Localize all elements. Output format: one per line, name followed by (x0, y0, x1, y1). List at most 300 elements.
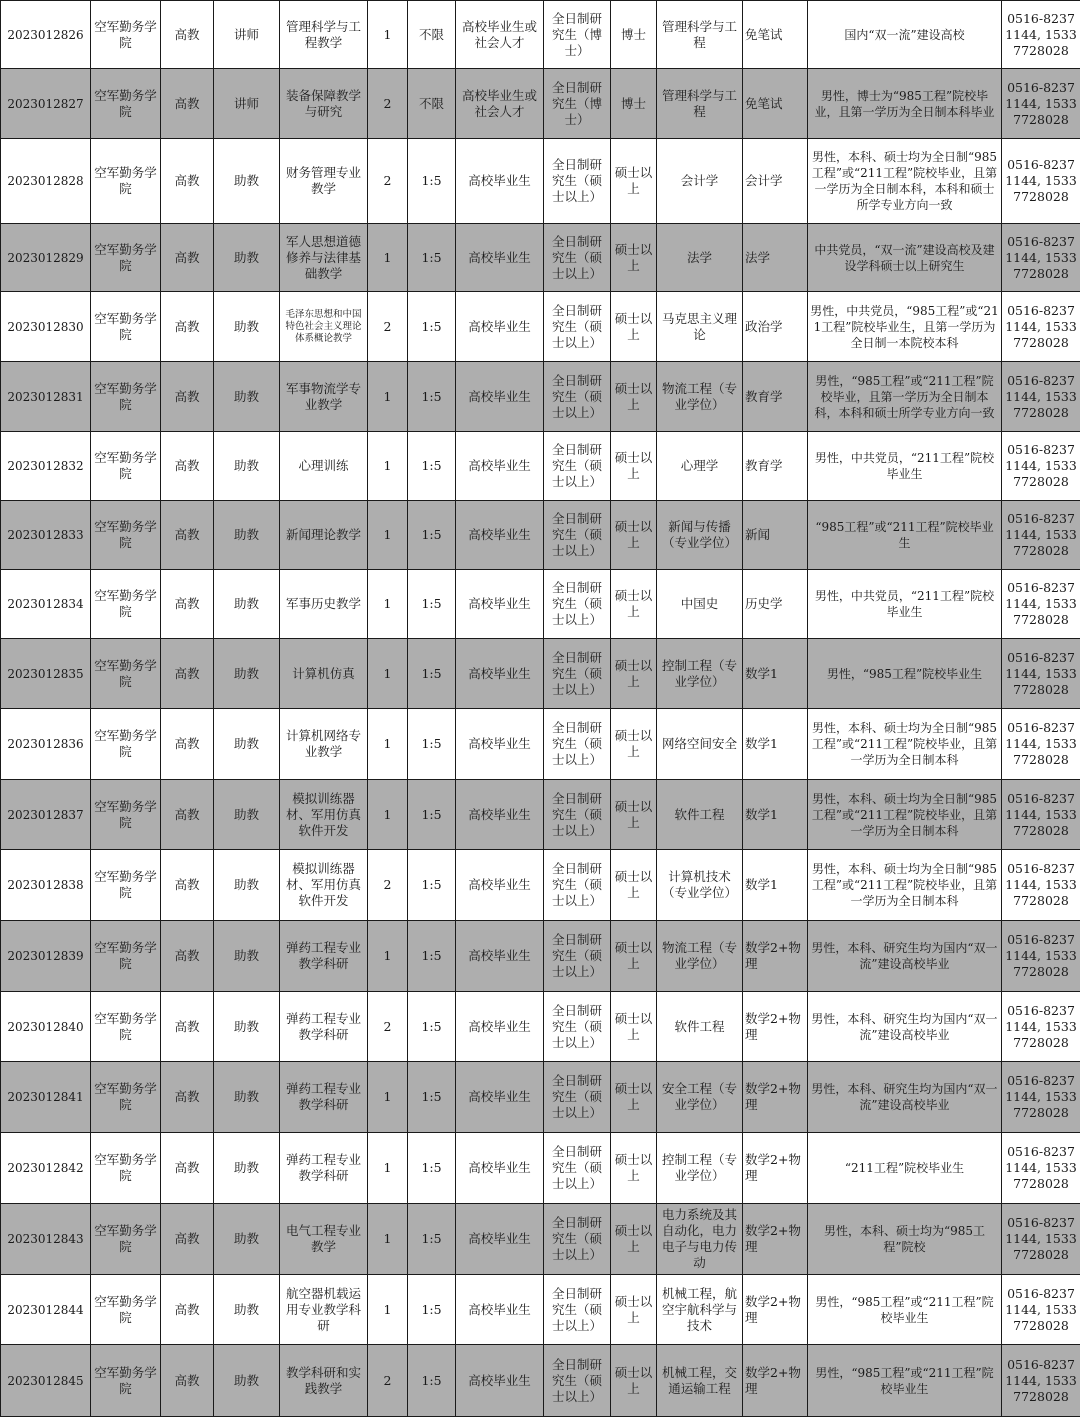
applicant-source-cell: 高校毕业生或社会人才 (456, 1, 544, 69)
employer-cell: 空军勤务学院 (91, 709, 161, 780)
applicant-source-cell: 高校毕业生 (456, 992, 544, 1062)
requirements-cell: 男性，本科、硕士均为全日制“985工程”或“211工程”院校毕业，且第一学历为全日制本科 (808, 780, 1002, 850)
degree-cell: 硕士以上 (611, 992, 657, 1062)
headcount-cell: 1 (368, 1204, 408, 1275)
ratio-cell: 不限 (408, 69, 456, 139)
requirements-cell: “985工程”或“211工程”院校毕业生 (808, 501, 1002, 570)
category-cell: 高教 (161, 362, 214, 432)
table-row (1, 780, 1080, 850)
table-row (1, 69, 1080, 139)
applicant-source-cell: 高校毕业生 (456, 432, 544, 501)
position-code-cell: 2023012839 (1, 921, 91, 992)
ratio-cell: 1:5 (408, 639, 456, 709)
rank-cell: 助教 (214, 570, 280, 639)
headcount-cell: 2 (368, 850, 408, 921)
rank-cell: 助教 (214, 709, 280, 780)
rank-cell: 助教 (214, 224, 280, 292)
category-cell: 高教 (161, 639, 214, 709)
employer-cell: 空军勤务学院 (91, 1204, 161, 1275)
exam-subject-cell: 数学2+物理 (743, 921, 808, 992)
requirements-cell: 男性，本科、硕士均为全日制“985工程”或“211工程”院校毕业，且第一学历为全日制本科 (808, 709, 1002, 780)
category-cell: 高教 (161, 570, 214, 639)
position-code-cell: 2023012841 (1, 1062, 91, 1133)
exam-subject-cell: 免笔试 (743, 1, 808, 69)
major-cell: 控制工程（专业学位） (657, 1133, 743, 1204)
requirements-cell: 男性，本科、研究生均为国内“双一流”建设高校毕业 (808, 992, 1002, 1062)
major-cell: 管理科学与工程 (657, 69, 743, 139)
requirements-cell: 国内“双一流”建设高校 (808, 1, 1002, 69)
ratio-cell: 不限 (408, 1, 456, 69)
ratio-cell: 1:5 (408, 1275, 456, 1345)
major-cell: 会计学 (657, 139, 743, 224)
major-cell: 法学 (657, 224, 743, 292)
rank-cell: 助教 (214, 780, 280, 850)
major-cell: 网络空间安全 (657, 709, 743, 780)
exam-subject-cell: 数学1 (743, 709, 808, 780)
rank-cell: 助教 (214, 1204, 280, 1275)
category-cell: 高教 (161, 1345, 214, 1417)
contact-phone-cell: 0516-82371144, 15337728028 (1002, 1275, 1080, 1345)
contact-phone-cell: 0516-82371144, 15337728028 (1002, 850, 1080, 921)
category-cell: 高教 (161, 224, 214, 292)
degree-cell: 硕士以上 (611, 780, 657, 850)
applicant-source-cell: 高校毕业生 (456, 1345, 544, 1417)
employer-cell: 空军勤务学院 (91, 432, 161, 501)
exam-subject-cell: 数学2+物理 (743, 992, 808, 1062)
contact-phone-cell: 0516-82371144, 15337728028 (1002, 570, 1080, 639)
position-name-cell: 毛泽东思想和中国特色社会主义理论体系概论教学 (280, 292, 368, 362)
education-cell: 全日制研究生（硕士以上） (544, 1345, 611, 1417)
major-cell: 安全工程（专业学位） (657, 1062, 743, 1133)
ratio-cell: 1:5 (408, 850, 456, 921)
major-cell: 物流工程（专业学位） (657, 921, 743, 992)
rank-cell: 助教 (214, 921, 280, 992)
employer-cell: 空军勤务学院 (91, 1, 161, 69)
major-cell: 心理学 (657, 432, 743, 501)
exam-subject-cell: 历史学 (743, 570, 808, 639)
position-name-cell: 财务管理专业教学 (280, 139, 368, 224)
position-code-cell: 2023012835 (1, 639, 91, 709)
category-cell: 高教 (161, 139, 214, 224)
contact-phone-cell: 0516-82371144, 15337728028 (1002, 139, 1080, 224)
category-cell: 高教 (161, 432, 214, 501)
ratio-cell: 1:5 (408, 1204, 456, 1275)
major-cell: 新闻与传播（专业学位） (657, 501, 743, 570)
applicant-source-cell: 高校毕业生 (456, 639, 544, 709)
rank-cell: 助教 (214, 1275, 280, 1345)
ratio-cell: 1:5 (408, 432, 456, 501)
education-cell: 全日制研究生（硕士以上） (544, 1062, 611, 1133)
category-cell: 高教 (161, 1275, 214, 1345)
applicant-source-cell: 高校毕业生 (456, 292, 544, 362)
position-name-cell: 电气工程专业教学 (280, 1204, 368, 1275)
rank-cell: 助教 (214, 432, 280, 501)
ratio-cell: 1:5 (408, 292, 456, 362)
education-cell: 全日制研究生（硕士以上） (544, 780, 611, 850)
headcount-cell: 2 (368, 139, 408, 224)
headcount-cell: 1 (368, 780, 408, 850)
applicant-source-cell: 高校毕业生 (456, 921, 544, 992)
major-cell: 管理科学与工程 (657, 1, 743, 69)
requirements-cell: “211工程”院校毕业生 (808, 1133, 1002, 1204)
contact-phone-cell: 0516-82371144, 15337728028 (1002, 921, 1080, 992)
contact-phone-cell: 0516-82371144, 15337728028 (1002, 69, 1080, 139)
contact-phone-cell: 0516-82371144, 15337728028 (1002, 709, 1080, 780)
category-cell: 高教 (161, 1133, 214, 1204)
category-cell: 高教 (161, 501, 214, 570)
contact-phone-cell: 0516-82371144, 15337728028 (1002, 432, 1080, 501)
exam-subject-cell: 法学 (743, 224, 808, 292)
category-cell: 高教 (161, 992, 214, 1062)
requirements-cell: 男性，博士为“985工程”院校毕业，且第一学历为全日制本科毕业 (808, 69, 1002, 139)
rank-cell: 助教 (214, 292, 280, 362)
exam-subject-cell: 数学2+物理 (743, 1062, 808, 1133)
major-cell: 电力系统及其自动化，电力电子与电力传动 (657, 1204, 743, 1275)
applicant-source-cell: 高校毕业生 (456, 1275, 544, 1345)
degree-cell: 硕士以上 (611, 1345, 657, 1417)
employer-cell: 空军勤务学院 (91, 921, 161, 992)
major-cell: 物流工程（专业学位） (657, 362, 743, 432)
table-row (1, 432, 1080, 501)
headcount-cell: 1 (368, 921, 408, 992)
position-code-cell: 2023012836 (1, 709, 91, 780)
exam-subject-cell: 免笔试 (743, 69, 808, 139)
education-cell: 全日制研究生（硕士以上） (544, 1133, 611, 1204)
requirements-cell: 男性，本科、研究生均为国内“双一流”建设高校毕业 (808, 1062, 1002, 1133)
category-cell: 高教 (161, 292, 214, 362)
applicant-source-cell: 高校毕业生 (456, 1062, 544, 1133)
position-name-cell: 模拟训练器材、军用仿真软件开发 (280, 780, 368, 850)
headcount-cell: 1 (368, 362, 408, 432)
education-cell: 全日制研究生（硕士以上） (544, 224, 611, 292)
contact-phone-cell: 0516-82371144, 15337728028 (1002, 1062, 1080, 1133)
rank-cell: 助教 (214, 639, 280, 709)
education-cell: 全日制研究生（硕士以上） (544, 709, 611, 780)
position-name-cell: 弹药工程专业教学科研 (280, 1062, 368, 1133)
table-row (1, 139, 1080, 224)
table-row (1, 639, 1080, 709)
table-row (1, 921, 1080, 992)
contact-phone-cell: 0516-82371144, 15337728028 (1002, 1133, 1080, 1204)
rank-cell: 助教 (214, 850, 280, 921)
exam-subject-cell: 数学1 (743, 780, 808, 850)
applicant-source-cell: 高校毕业生 (456, 1133, 544, 1204)
contact-phone-cell: 0516-82371144, 15337728028 (1002, 780, 1080, 850)
headcount-cell: 1 (368, 432, 408, 501)
table-row (1, 850, 1080, 921)
position-name-cell: 军事历史教学 (280, 570, 368, 639)
exam-subject-cell: 教育学 (743, 432, 808, 501)
employer-cell: 空军勤务学院 (91, 224, 161, 292)
exam-subject-cell: 政治学 (743, 292, 808, 362)
category-cell: 高教 (161, 850, 214, 921)
headcount-cell: 1 (368, 501, 408, 570)
applicant-source-cell: 高校毕业生 (456, 709, 544, 780)
education-cell: 全日制研究生（硕士以上） (544, 850, 611, 921)
headcount-cell: 2 (368, 292, 408, 362)
rank-cell: 助教 (214, 139, 280, 224)
applicant-source-cell: 高校毕业生 (456, 850, 544, 921)
position-code-cell: 2023012838 (1, 850, 91, 921)
table-row (1, 292, 1080, 362)
exam-subject-cell: 数学2+物理 (743, 1133, 808, 1204)
table-row (1, 1275, 1080, 1345)
category-cell: 高教 (161, 709, 214, 780)
table-row (1, 1062, 1080, 1133)
education-cell: 全日制研究生（硕士以上） (544, 639, 611, 709)
major-cell: 机械工程，航空宇航科学与技术 (657, 1275, 743, 1345)
education-cell: 全日制研究生（博士） (544, 69, 611, 139)
position-name-cell: 军人思想道德修养与法律基础教学 (280, 224, 368, 292)
requirements-cell: 男性，“985工程”或“211工程”院校毕业生 (808, 1345, 1002, 1417)
major-cell: 机械工程，交通运输工程 (657, 1345, 743, 1417)
education-cell: 全日制研究生（硕士以上） (544, 432, 611, 501)
headcount-cell: 1 (368, 224, 408, 292)
employer-cell: 空军勤务学院 (91, 1275, 161, 1345)
education-cell: 全日制研究生（硕士以上） (544, 139, 611, 224)
exam-subject-cell: 会计学 (743, 139, 808, 224)
table-row (1, 1345, 1080, 1417)
position-code-cell: 2023012831 (1, 362, 91, 432)
position-name-cell: 装备保障教学与研究 (280, 69, 368, 139)
degree-cell: 博士 (611, 1, 657, 69)
exam-subject-cell: 数学1 (743, 639, 808, 709)
ratio-cell: 1:5 (408, 1133, 456, 1204)
contact-phone-cell: 0516-82371144, 15337728028 (1002, 501, 1080, 570)
employer-cell: 空军勤务学院 (91, 69, 161, 139)
table-row (1, 709, 1080, 780)
table-row (1, 1, 1080, 69)
position-name-cell: 心理训练 (280, 432, 368, 501)
requirements-cell: 男性，本科、研究生均为国内“双一流”建设高校毕业 (808, 921, 1002, 992)
table-row (1, 362, 1080, 432)
rank-cell: 助教 (214, 992, 280, 1062)
employer-cell: 空军勤务学院 (91, 570, 161, 639)
employer-cell: 空军勤务学院 (91, 780, 161, 850)
headcount-cell: 2 (368, 992, 408, 1062)
position-code-cell: 2023012826 (1, 1, 91, 69)
major-cell: 软件工程 (657, 780, 743, 850)
employer-cell: 空军勤务学院 (91, 850, 161, 921)
position-code-cell: 2023012832 (1, 432, 91, 501)
applicant-source-cell: 高校毕业生 (456, 1204, 544, 1275)
rank-cell: 助教 (214, 1133, 280, 1204)
degree-cell: 硕士以上 (611, 1133, 657, 1204)
table-row (1, 1133, 1080, 1204)
position-code-cell: 2023012837 (1, 780, 91, 850)
table-row (1, 570, 1080, 639)
education-cell: 全日制研究生（硕士以上） (544, 362, 611, 432)
contact-phone-cell: 0516-82371144, 15337728028 (1002, 1, 1080, 69)
position-name-cell: 管理科学与工程教学 (280, 1, 368, 69)
category-cell: 高教 (161, 921, 214, 992)
education-cell: 全日制研究生（博士） (544, 1, 611, 69)
contact-phone-cell: 0516-82371144, 15337728028 (1002, 224, 1080, 292)
applicant-source-cell: 高校毕业生或社会人才 (456, 69, 544, 139)
rank-cell: 助教 (214, 501, 280, 570)
position-code-cell: 2023012844 (1, 1275, 91, 1345)
headcount-cell: 2 (368, 69, 408, 139)
exam-subject-cell: 新闻 (743, 501, 808, 570)
applicant-source-cell: 高校毕业生 (456, 362, 544, 432)
degree-cell: 硕士以上 (611, 292, 657, 362)
position-name-cell: 弹药工程专业教学科研 (280, 921, 368, 992)
applicant-source-cell: 高校毕业生 (456, 780, 544, 850)
ratio-cell: 1:5 (408, 1062, 456, 1133)
requirements-cell: 男性，中共党员，“985工程”或“211工程”院校毕业生，且第一学历为全日制一本院校本科 (808, 292, 1002, 362)
position-name-cell: 计算机仿真 (280, 639, 368, 709)
major-cell: 马克思主义理论 (657, 292, 743, 362)
degree-cell: 硕士以上 (611, 639, 657, 709)
category-cell: 高教 (161, 69, 214, 139)
degree-cell: 硕士以上 (611, 709, 657, 780)
position-code-cell: 2023012845 (1, 1345, 91, 1417)
category-cell: 高教 (161, 1, 214, 69)
position-name-cell: 模拟训练器材、军用仿真软件开发 (280, 850, 368, 921)
major-cell: 软件工程 (657, 992, 743, 1062)
headcount-cell: 1 (368, 1133, 408, 1204)
category-cell: 高教 (161, 1204, 214, 1275)
degree-cell: 硕士以上 (611, 139, 657, 224)
exam-subject-cell: 教育学 (743, 362, 808, 432)
ratio-cell: 1:5 (408, 224, 456, 292)
exam-subject-cell: 数学2+物理 (743, 1204, 808, 1275)
exam-subject-cell: 数学2+物理 (743, 1275, 808, 1345)
employer-cell: 空军勤务学院 (91, 1062, 161, 1133)
headcount-cell: 1 (368, 1275, 408, 1345)
position-name-cell: 军事物流学专业教学 (280, 362, 368, 432)
table-row (1, 992, 1080, 1062)
table-row (1, 224, 1080, 292)
education-cell: 全日制研究生（硕士以上） (544, 501, 611, 570)
employer-cell: 空军勤务学院 (91, 292, 161, 362)
category-cell: 高教 (161, 780, 214, 850)
degree-cell: 硕士以上 (611, 362, 657, 432)
position-code-cell: 2023012843 (1, 1204, 91, 1275)
degree-cell: 硕士以上 (611, 850, 657, 921)
requirements-cell: 男性，“985工程”或“211工程”院校毕业生 (808, 1275, 1002, 1345)
headcount-cell: 1 (368, 709, 408, 780)
employer-cell: 空军勤务学院 (91, 639, 161, 709)
category-cell: 高教 (161, 1062, 214, 1133)
position-code-cell: 2023012829 (1, 224, 91, 292)
ratio-cell: 1:5 (408, 709, 456, 780)
degree-cell: 硕士以上 (611, 432, 657, 501)
rank-cell: 讲师 (214, 69, 280, 139)
requirements-cell: 男性，“985工程”或“211工程”院校毕业，且第一学历为全日制本科，本科和硕士所学专业方向一致 (808, 362, 1002, 432)
employer-cell: 空军勤务学院 (91, 501, 161, 570)
degree-cell: 博士 (611, 69, 657, 139)
degree-cell: 硕士以上 (611, 1204, 657, 1275)
exam-subject-cell: 数学2+物理 (743, 1345, 808, 1417)
table-row (1, 1204, 1080, 1275)
ratio-cell: 1:5 (408, 921, 456, 992)
ratio-cell: 1:5 (408, 570, 456, 639)
contact-phone-cell: 0516-82371144, 15337728028 (1002, 1345, 1080, 1417)
headcount-cell: 1 (368, 1, 408, 69)
applicant-source-cell: 高校毕业生 (456, 570, 544, 639)
degree-cell: 硕士以上 (611, 1062, 657, 1133)
headcount-cell: 1 (368, 639, 408, 709)
position-name-cell: 教学科研和实践教学 (280, 1345, 368, 1417)
degree-cell: 硕士以上 (611, 921, 657, 992)
position-name-cell: 航空器机载运用专业教学科研 (280, 1275, 368, 1345)
degree-cell: 硕士以上 (611, 570, 657, 639)
major-cell: 控制工程（专业学位） (657, 639, 743, 709)
position-code-cell: 2023012828 (1, 139, 91, 224)
major-cell: 中国史 (657, 570, 743, 639)
education-cell: 全日制研究生（硕士以上） (544, 921, 611, 992)
position-code-cell: 2023012840 (1, 992, 91, 1062)
rank-cell: 助教 (214, 1062, 280, 1133)
applicant-source-cell: 高校毕业生 (456, 139, 544, 224)
requirements-cell: 男性，本科、硕士均为“985工程”院校 (808, 1204, 1002, 1275)
ratio-cell: 1:5 (408, 780, 456, 850)
ratio-cell: 1:5 (408, 501, 456, 570)
degree-cell: 硕士以上 (611, 501, 657, 570)
requirements-cell: 男性，本科、硕士均为全日制“985工程”或“211工程”院校毕业，且第一学历为全日制本科 (808, 850, 1002, 921)
ratio-cell: 1:5 (408, 1345, 456, 1417)
employer-cell: 空军勤务学院 (91, 1345, 161, 1417)
position-code-cell: 2023012830 (1, 292, 91, 362)
exam-subject-cell: 数学1 (743, 850, 808, 921)
contact-phone-cell: 0516-82371144, 15337728028 (1002, 992, 1080, 1062)
degree-cell: 硕士以上 (611, 224, 657, 292)
contact-phone-cell: 0516-82371144, 15337728028 (1002, 362, 1080, 432)
ratio-cell: 1:5 (408, 362, 456, 432)
requirements-cell: 男性，中共党员，“211工程”院校毕业生 (808, 570, 1002, 639)
position-name-cell: 新闻理论教学 (280, 501, 368, 570)
position-name-cell: 弹药工程专业教学科研 (280, 992, 368, 1062)
position-code-cell: 2023012834 (1, 570, 91, 639)
position-name-cell: 计算机网络专业教学 (280, 709, 368, 780)
rank-cell: 助教 (214, 362, 280, 432)
applicant-source-cell: 高校毕业生 (456, 501, 544, 570)
degree-cell: 硕士以上 (611, 1275, 657, 1345)
requirements-cell: 男性，本科、硕士均为全日制“985工程”或“211工程”院校毕业，且第一学历为全日制本科，本科和硕士所学专业方向一致 (808, 139, 1002, 224)
position-name-cell: 弹药工程专业教学科研 (280, 1133, 368, 1204)
headcount-cell: 1 (368, 570, 408, 639)
employer-cell: 空军勤务学院 (91, 1133, 161, 1204)
contact-phone-cell: 0516-82371144, 15337728028 (1002, 639, 1080, 709)
rank-cell: 讲师 (214, 1, 280, 69)
headcount-cell: 1 (368, 1062, 408, 1133)
ratio-cell: 1:5 (408, 992, 456, 1062)
employer-cell: 空军勤务学院 (91, 362, 161, 432)
education-cell: 全日制研究生（硕士以上） (544, 1275, 611, 1345)
requirements-cell: 男性，中共党员，“211工程”院校毕业生 (808, 432, 1002, 501)
education-cell: 全日制研究生（硕士以上） (544, 1204, 611, 1275)
table-row (1, 501, 1080, 570)
ratio-cell: 1:5 (408, 139, 456, 224)
contact-phone-cell: 0516-82371144, 15337728028 (1002, 1204, 1080, 1275)
education-cell: 全日制研究生（硕士以上） (544, 570, 611, 639)
requirements-cell: 男性，“985工程”院校毕业生 (808, 639, 1002, 709)
position-code-cell: 2023012842 (1, 1133, 91, 1204)
requirements-cell: 中共党员，“双一流”建设高校及建设学科硕士以上研究生 (808, 224, 1002, 292)
employer-cell: 空军勤务学院 (91, 992, 161, 1062)
education-cell: 全日制研究生（硕士以上） (544, 292, 611, 362)
contact-phone-cell: 0516-82371144, 15337728028 (1002, 292, 1080, 362)
applicant-source-cell: 高校毕业生 (456, 224, 544, 292)
major-cell: 计算机技术（专业学位） (657, 850, 743, 921)
position-code-cell: 2023012827 (1, 69, 91, 139)
headcount-cell: 2 (368, 1345, 408, 1417)
education-cell: 全日制研究生（硕士以上） (544, 992, 611, 1062)
rank-cell: 助教 (214, 1345, 280, 1417)
position-code-cell: 2023012833 (1, 501, 91, 570)
employer-cell: 空军勤务学院 (91, 139, 161, 224)
